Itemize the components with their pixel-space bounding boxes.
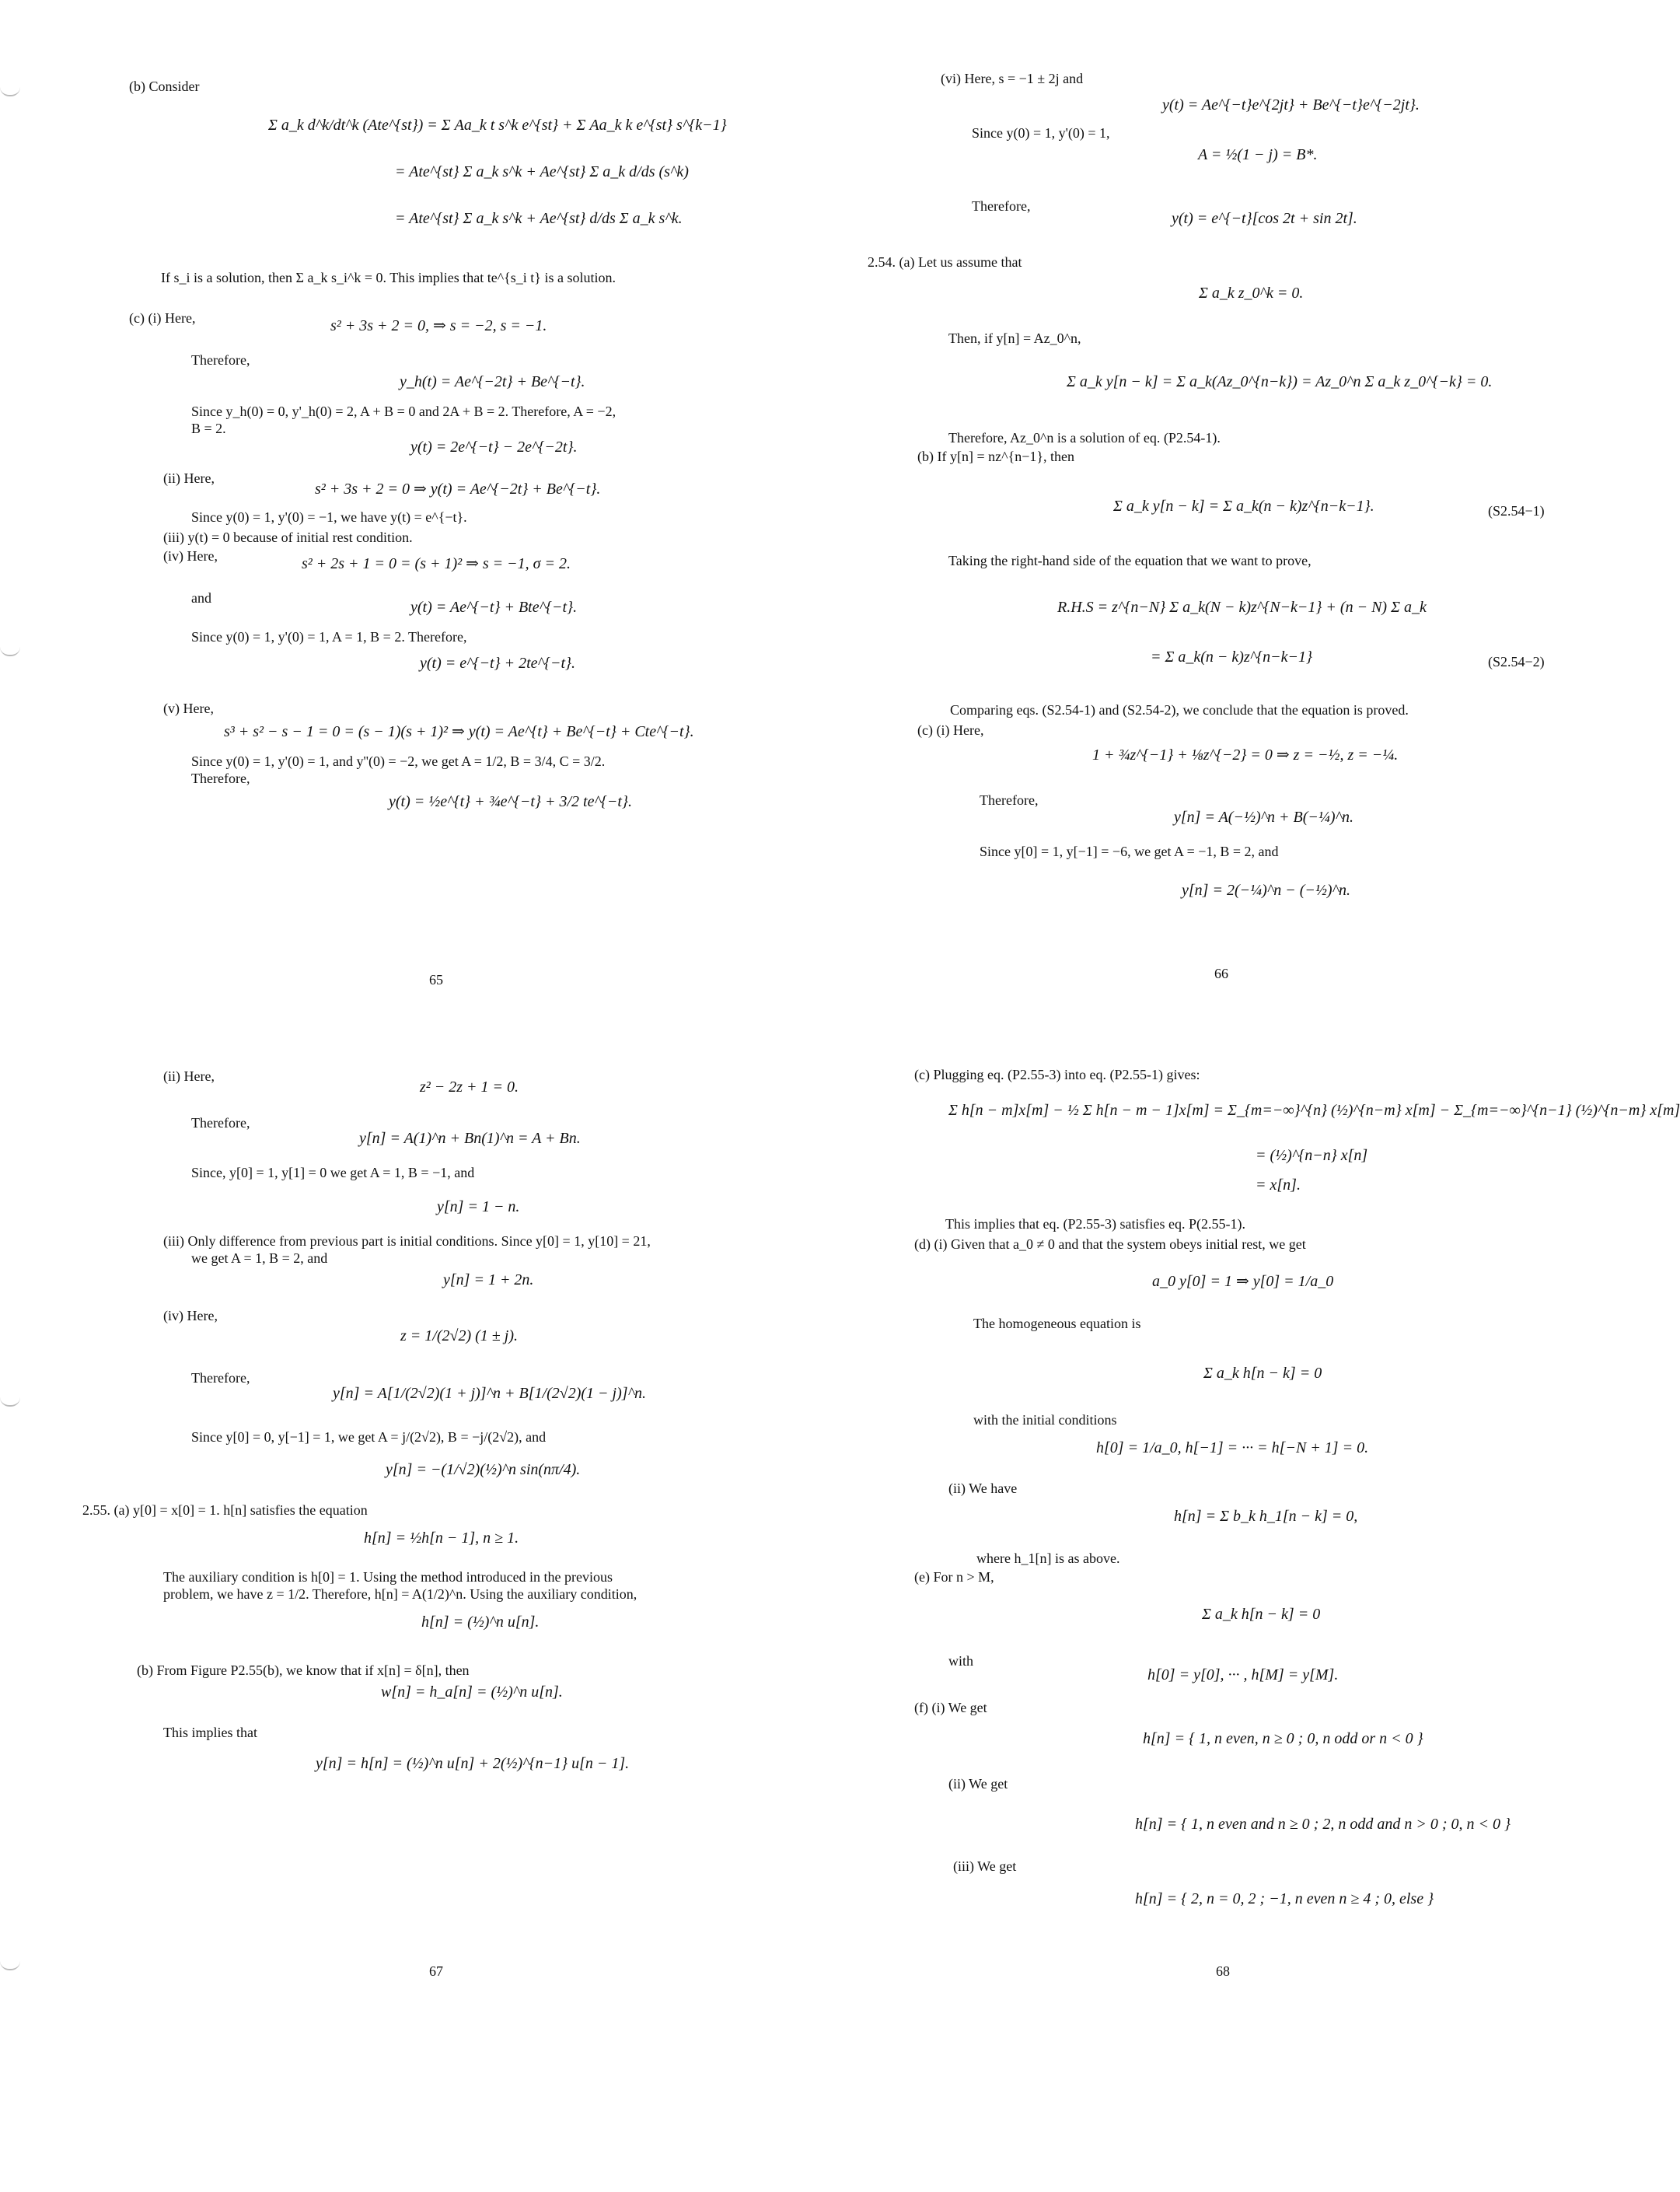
text-line: Therefore, Az_0^n is a solution of eq. (P2.54-1). — [948, 430, 1221, 446]
equation: h[n] = (½)^n u[n]. — [421, 1613, 540, 1631]
text-line: (v) Here, — [163, 701, 214, 716]
text-line: (iii) Only difference from previous part is initial conditions. Since y[0] = 1, y[10] = 21, — [163, 1233, 651, 1249]
text-line: problem, we have z = 1/2. Therefore, h[n] = A(1/2)^n. Using the auxiliary condition, — [163, 1586, 637, 1602]
binding-mark — [0, 86, 20, 96]
equation: y[n] = 1 − n. — [437, 1198, 520, 1215]
binding-mark — [0, 645, 20, 656]
equation: y[n] = A(1)^n + Bn(1)^n = A + Bn. — [359, 1130, 581, 1147]
binding-mark — [0, 1960, 20, 1970]
text-line: with — [948, 1653, 974, 1669]
text-line: Since y(0) = 1, y'(0) = −1, we have y(t) = e^{−t}. — [191, 509, 467, 525]
equation: s² + 3s + 2 = 0 ⇒ y(t) = Ae^{−2t} + Be^{−t}. — [315, 481, 601, 498]
text-line: (e) For n > M, — [914, 1569, 994, 1585]
equation: y(t) = 2e^{−t} − 2e^{−2t}. — [410, 439, 578, 456]
equation: y(t) = ½e^{t} + ¾e^{−t} + 3/2 te^{−t}. — [389, 793, 632, 810]
equation: Σ a_k h[n − k] = 0 — [1202, 1606, 1321, 1623]
equation: y[n] = A(−½)^n + B(−¼)^n. — [1174, 809, 1354, 826]
text-line: Therefore, — [191, 352, 250, 368]
text-line: (iv) Here, — [163, 548, 218, 564]
text-line: If s_i is a solution, then Σ a_k s_i^k = 0. This implies that te^{s_i t} is a solution. — [161, 270, 616, 285]
text-line: Since y(0) = 1, y'(0) = 1, A = 1, B = 2. Therefore, — [191, 629, 467, 645]
page-number: 68 — [1216, 1963, 1230, 1979]
piecewise-equation: h[n] = { 1, n even, n ≥ 0 ; 0, n odd or n < 0 } — [1143, 1730, 1423, 1747]
equation: h[n] = Σ b_k h_1[n − k] = 0, — [1174, 1508, 1358, 1525]
text-line: and — [191, 590, 211, 606]
text-line: Comparing eqs. (S2.54-1) and (S2.54-2), we conclude that the equation is proved. — [950, 702, 1409, 718]
piecewise-equation: h[n] = { 2, n = 0, 2 ; −1, n even n ≥ 4 ; 0, else } — [1135, 1890, 1434, 1907]
equation: A = ½(1 − j) = B*. — [1198, 146, 1318, 163]
text-line: (vi) Here, s = −1 ± 2j and — [941, 71, 1084, 86]
page-number: 66 — [1214, 966, 1228, 981]
equation: a_0 y[0] = 1 ⇒ y[0] = 1/a_0 — [1152, 1273, 1334, 1290]
equation: y(t) = Ae^{−t}e^{2jt} + Be^{−t}e^{−2jt}. — [1162, 96, 1420, 114]
text-line: Therefore, — [191, 1115, 250, 1131]
equation: y[n] = 1 + 2n. — [443, 1271, 534, 1288]
text-line: 2.54. (a) Let us assume that — [868, 254, 1022, 270]
equation-label: (S2.54−1) — [1488, 503, 1545, 519]
text-line: (ii) We have — [948, 1481, 1018, 1496]
page-67 — [78, 1046, 824, 2080]
text-line: (c) (i) Here, — [917, 722, 984, 738]
equation: y[n] = A[1/(2√2)(1 + j)]^n + B[1/(2√2)(1 − j)]^n. — [333, 1385, 646, 1402]
equation: Σ a_k y[n − k] = Σ a_k(Az_0^{n−k}) = Az_0^n Σ a_k z_0^{−k} = 0. — [1067, 373, 1493, 390]
text-line: (f) (i) We get — [914, 1700, 987, 1715]
text-line: Since, y[0] = 1, y[1] = 0 we get A = 1, B = −1, and — [191, 1165, 475, 1180]
text-line: Taking the right-hand side of the equation that we want to prove, — [948, 553, 1312, 568]
equation: y[n] = 2(−¼)^n − (−½)^n. — [1182, 882, 1350, 899]
page-66 — [840, 54, 1586, 1089]
page-65 — [78, 54, 824, 1089]
text-line: Therefore, — [191, 771, 250, 786]
text-line: B = 2. — [191, 421, 226, 436]
equation: y(t) = e^{−t} + 2te^{−t}. — [420, 655, 576, 672]
text-line: This implies that eq. (P2.55-3) satisfies eq. P(2.55-1). — [945, 1216, 1245, 1232]
equation: y_h(t) = Ae^{−2t} + Be^{−t}. — [400, 373, 585, 390]
text-line: Since y[0] = 0, y[−1] = 1, we get A = j/(2√2), B = −j/(2√2), and — [191, 1429, 547, 1445]
text-line: (iii) We get — [953, 1858, 1017, 1874]
equation: 1 + ¾z^{−1} + ⅛z^{−2} = 0 ⇒ z = −½, z = −¼. — [1092, 746, 1399, 764]
text-line: The auxiliary condition is h[0] = 1. Using the method introduced in the previous — [163, 1569, 613, 1585]
equation: s² + 2s + 1 = 0 = (s + 1)² ⇒ s = −1, σ = 2. — [302, 555, 571, 572]
equation: = Σ a_k(n − k)z^{n−k−1} — [1151, 649, 1313, 666]
equation: = x[n]. — [1256, 1176, 1301, 1194]
text-line: (ii) Here, — [163, 470, 215, 486]
equation: = Ate^{st} Σ a_k s^k + Ae^{st} Σ a_k d/ds (s^k) — [395, 163, 689, 180]
text-line: (b) If y[n] = nz^{n−1}, then — [917, 449, 1074, 464]
text-line: (iii) y(t) = 0 because of initial rest condition. — [163, 530, 413, 545]
text-line: where h_1[n] is as above. — [976, 1550, 1120, 1566]
text-line: (iv) Here, — [163, 1308, 218, 1323]
equation: R.H.S = z^{n−N} Σ a_k(N − k)z^{N−k−1} + (n − N) Σ a_k — [1057, 599, 1427, 616]
equation: y[n] = −(1/√2)(½)^n sin(nπ/4). — [386, 1461, 581, 1478]
equation: y[n] = h[n] = (½)^n u[n] + 2(½)^{n−1} u[n − 1]. — [316, 1755, 630, 1772]
equation: h[0] = y[0], ··· , h[M] = y[M]. — [1147, 1666, 1339, 1683]
equation: Σ a_k y[n − k] = Σ a_k(n − k)z^{n−k−1}. — [1113, 498, 1374, 515]
binding-mark — [0, 1396, 20, 1407]
text-line: Therefore, — [191, 1370, 250, 1386]
text-line: Then, if y[n] = Az_0^n, — [948, 330, 1081, 346]
equation: = (½)^{n−n} x[n] — [1256, 1147, 1368, 1164]
equation: h[0] = 1/a_0, h[−1] = ··· = h[−N + 1] = 0. — [1096, 1439, 1369, 1456]
text-line: Since y(0) = 1, y'(0) = 1, — [972, 125, 1110, 141]
text-line: (c) (i) Here, — [129, 310, 196, 326]
text-line: Since y_h(0) = 0, y'_h(0) = 2, A + B = 0 and 2A + B = 2. Therefore, A = −2, — [191, 404, 616, 419]
text-line: The homogeneous equation is — [973, 1316, 1141, 1331]
page-68 — [840, 1046, 1680, 2080]
text-line: This implies that — [163, 1725, 257, 1740]
text-line: (b) From Figure P2.55(b), we know that if x[n] = δ[n], then — [137, 1662, 470, 1678]
page-number: 65 — [429, 972, 443, 988]
text-line: (c) Plugging eq. (P2.55-3) into eq. (P2.55-1) gives: — [914, 1067, 1200, 1082]
equation: y(t) = e^{−t}[cos 2t + sin 2t]. — [1172, 210, 1357, 227]
equation: = Ate^{st} Σ a_k s^k + Ae^{st} d/ds Σ a_k s^k. — [395, 210, 683, 227]
piecewise-equation: h[n] = { 1, n even and n ≥ 0 ; 2, n odd and n > 0 ; 0, n < 0 } — [1135, 1816, 1511, 1833]
text-line: (b) Consider — [129, 79, 200, 94]
text-line: (ii) Here, — [163, 1068, 215, 1084]
text-line: Since y(0) = 1, y'(0) = 1, and y''(0) = −2, we get A = 1/2, B = 3/4, C = 3/2. — [191, 753, 606, 769]
equation: z = 1/(2√2) (1 ± j). — [400, 1327, 518, 1344]
equation: Σ a_k z_0^k = 0. — [1199, 285, 1304, 302]
text-line: Therefore, — [972, 198, 1031, 214]
equation: z² − 2z + 1 = 0. — [420, 1079, 519, 1096]
equation-label: (S2.54−2) — [1488, 654, 1545, 669]
text-line: (d) (i) Given that a_0 ≠ 0 and that the system obeys initial rest, we get — [914, 1236, 1306, 1252]
equation: Σ h[n − m]x[m] − ½ Σ h[n − m − 1]x[m] = Σ_{m=−∞}^{n} (½)^{n−m} x[m] − Σ_{m=−∞}^{n−1} (½)^{n−m} x[m] — [948, 1102, 1680, 1119]
text-line: Therefore, — [980, 792, 1039, 808]
equation: h[n] = ½h[n − 1], n ≥ 1. — [364, 1530, 519, 1547]
equation: Σ a_k d^k/dt^k (Ate^{st}) = Σ Aa_k t s^k e^{st} + Σ Aa_k k e^{st} s^{k−1} — [268, 117, 727, 134]
text-line: we get A = 1, B = 2, and — [191, 1250, 328, 1266]
equation: y(t) = Ae^{−t} + Bte^{−t}. — [410, 599, 578, 616]
text-line: (ii) We get — [948, 1776, 1008, 1792]
equation: w[n] = h_a[n] = (½)^n u[n]. — [381, 1683, 563, 1701]
text-line: Since y[0] = 1, y[−1] = −6, we get A = −1, B = 2, and — [980, 844, 1279, 859]
text-line: with the initial conditions — [973, 1412, 1117, 1428]
equation: s³ + s² − s − 1 = 0 = (s − 1)(s + 1)² ⇒ y(t) = Ae^{t} + Be^{−t} + Cte^{−t}. — [224, 723, 694, 740]
equation: Σ a_k h[n − k] = 0 — [1203, 1365, 1322, 1382]
text-line: 2.55. (a) y[0] = x[0] = 1. h[n] satisfies the equation — [82, 1502, 368, 1518]
equation: s² + 3s + 2 = 0, ⇒ s = −2, s = −1. — [330, 317, 547, 334]
page-number: 67 — [429, 1963, 443, 1979]
